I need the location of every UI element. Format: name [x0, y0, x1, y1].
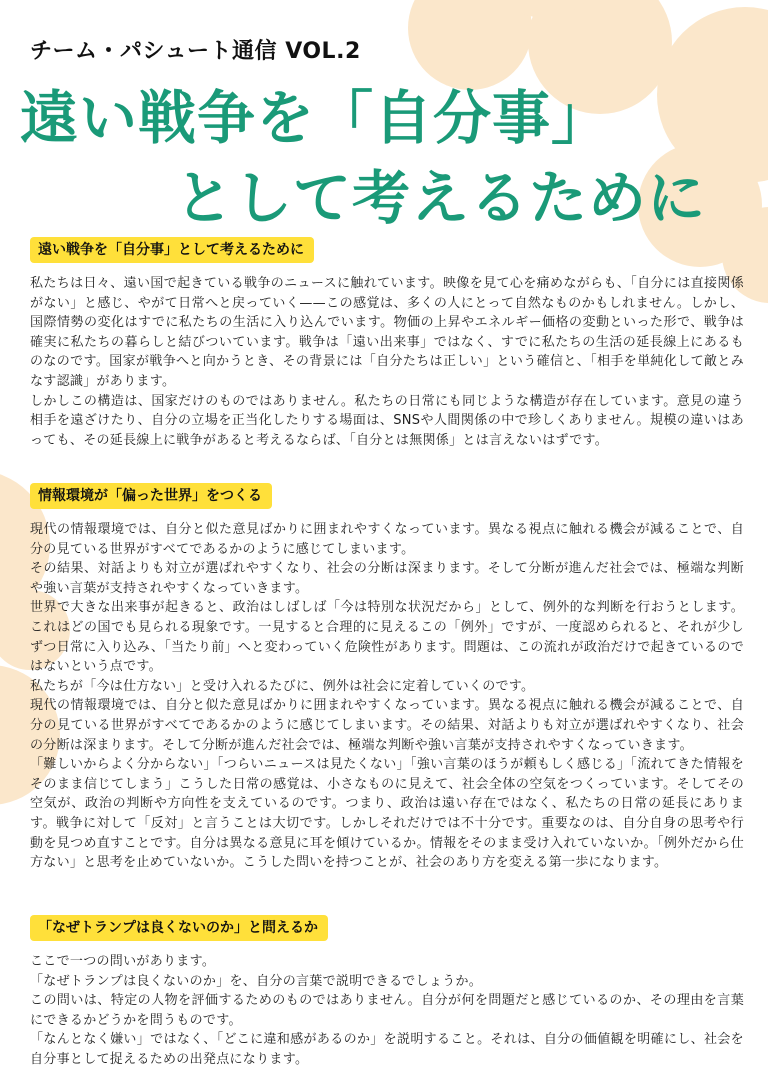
paragraph: 私たちが「今は仕方ない」と受け入れるたびに、例外は社会に定着していくのです。 — [30, 678, 535, 694]
section-heading: 情報環境が「偏った世界」をつくる — [30, 483, 272, 509]
paragraph: この問いは、特定の人物を評価するためのものではありません。自分が何を問題だと感じているのか、その理由を言葉にできるかどうかを問うものです。 — [30, 993, 744, 1028]
paragraph: 私たちは日々、遠い国で起きている戦争のニュースに触れています。映像を見て心を痛めながらも、「自分には直接関係がない」と感じ、やがて日常へと戻っていく——この感覚は、多くの人にとって自然なものかもしれません。しかし、国際情勢の変化はすでに私たちの生活に入り込んでいます。物価の上昇やエネルギー価格の変動といった形で、戦争は確実に私たちの暮らしと結びついています。戦争は「遠い出来事」ではなく、すでに私たちの生活の延長線上にあるものなのです。国家が戦争へと向かうとき、その背景には「自分たちは正しい」という確信と、「相手を単純化して敵とみなす認識」があります。 — [30, 276, 744, 389]
section-information-environment — [30, 483, 744, 873]
section-trump-question — [30, 915, 744, 1070]
section-body — [30, 520, 744, 873]
paragraph: 世界で大きな出来事が起きると、政治はしばしば「今は特別な状況だから」として、例外的な判断を行おうとします。これはどの国でも見られる現象です。一見すると合理的に見えるこの「例外」ですが、一度認められると、それが少しずつ日常に入り込み、「当たり前」へと変わっていく危険性があります。問題は、この流れが政治だけで起きているのではないという点です。 — [30, 600, 744, 675]
section-war-as-own-matter — [30, 237, 744, 450]
paragraph: 「なんとなく嫌い」ではなく、「どこに違和感があるのか」を説明すること。それは、自分の価値観を明確にし、社会を自分事として捉えるための出発点になります。 — [30, 1032, 744, 1067]
paragraph: 「なぜトランプは良くないのか」を、自分の言葉で説明できるでしょうか。 — [30, 973, 483, 989]
title-line-1: 遠い戦争を「自分事」 — [20, 84, 611, 152]
section-heading: 遠い戦争を「自分事」として考えるために — [30, 237, 314, 263]
paragraph: ここで一つの問いがあります。 — [30, 954, 216, 969]
paragraph: 現代の情報環境では、自分と似た意見ばかりに囲まれやすくなっています。異なる視点に触れる機会が減ることで、自分の見ている世界がすべてであるかのように感じてしまいます。 — [30, 522, 744, 557]
section-heading: 「なぜトランプは良くないのか」と問えるか — [30, 915, 328, 941]
section-body — [30, 274, 744, 450]
paragraph: 「難しいからよく分からない」「つらいニュースは見たくない」「強い言葉のほうが頼もしく感じる」「流れてきた情報をそのまま信じてしまう」こうした日常の感覚は、小さなものに見えて、社会全体の空気をつくっています。そしてその空気が、政治の判断や方向性を支えているのです。つまり、政治は遠い存在ではなく、私たちの日常の延長にあります。戦争に対して「反対」と言うことは大切です。しかしそれだけでは不十分です。重要なのは、自分自身の思考や行動を見つめ直すことです。自分は異なる意見に耳を傾けているか。情報をそのまま受け入れていないか。「例外だから仕方ない」と思考を止めていないか。こうした問いを持つことが、社会のあり方を変える第一歩になります。 — [30, 757, 744, 871]
section-body — [30, 952, 744, 1070]
paragraph: その結果、対話よりも対立が選ばれやすくなり、社会の分断は深まります。そして分断が進んだ社会では、極端な判断や強い言葉が支持されやすくなっていきます。 — [30, 561, 744, 596]
paragraph: 現代の情報環境では、自分と似た意見ばかりに囲まれやすくなっています。異なる視点に触れる機会が減ることで、自分の見ている世界がすべてであるかのように感じてしまいます。その結果、対話よりも対立が選ばれやすくなり、社会の分断は深まります。そして分断が進んだ社会では、極端な判断や強い言葉が支持されやすくなっていきます。 — [30, 698, 744, 753]
paragraph: しかしこの構造は、国家だけのものではありません。私たちの日常にも同じような構造が存在しています。意見の違う相手を遠ざけたり、自分の立場を正当化したりする場面は、SNSや人間関係の中で珍しくありません。規模の違いはあっても、その延長線上に戦争があると考えるならば、「自分とは無関係」とは言えないはずです。 — [30, 393, 744, 448]
page-title — [20, 78, 706, 238]
title-line-2: として考えるために — [175, 164, 707, 232]
series-label: チーム・パシュート通信 VOL.2 — [30, 39, 361, 64]
